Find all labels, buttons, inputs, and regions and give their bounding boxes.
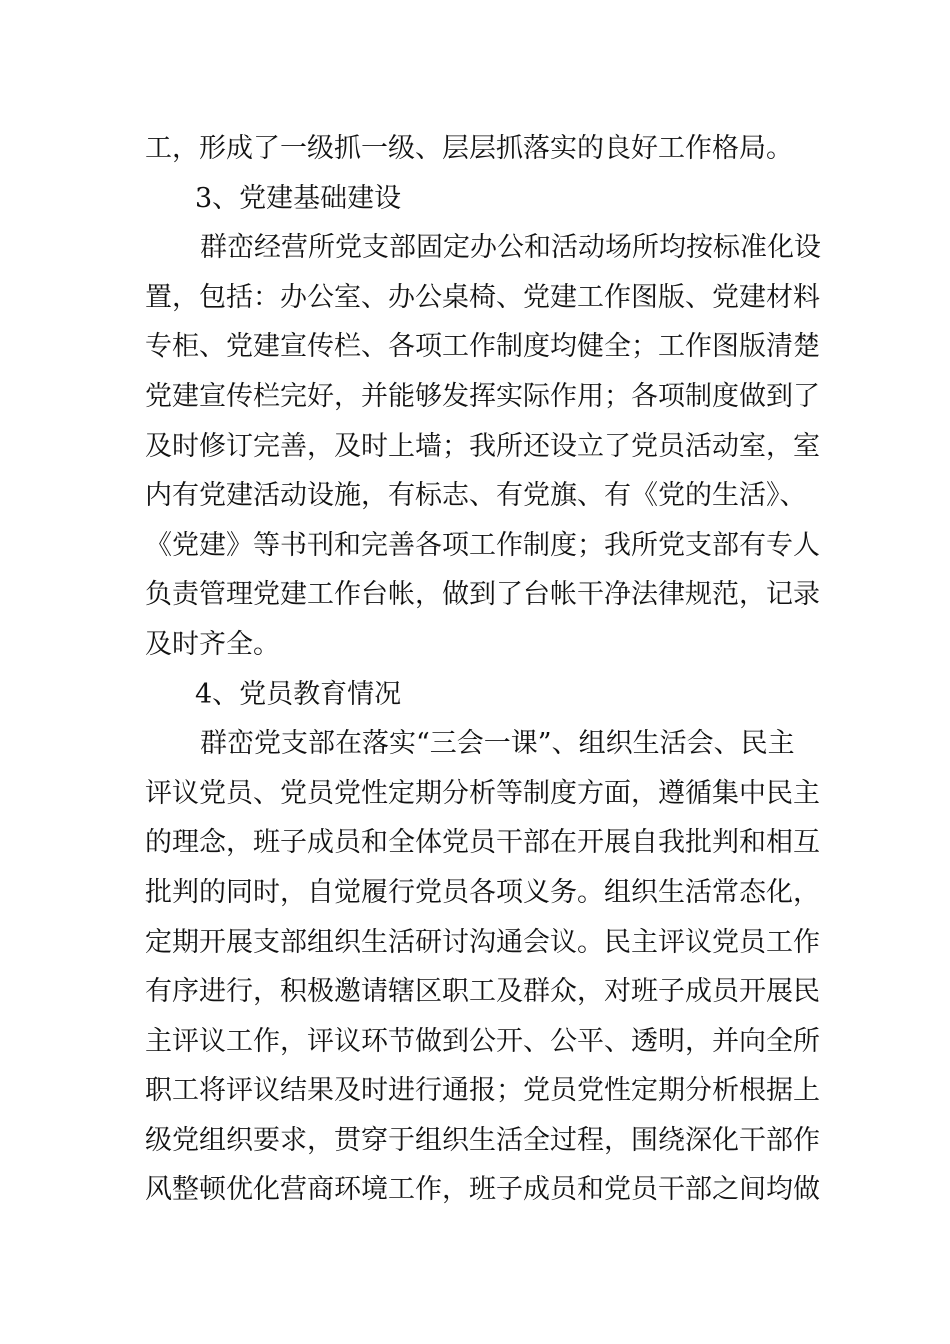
text-line: 职工将评议结果及时进行通报；党员党性定期分析根据上 — [145, 1075, 820, 1107]
text-line: 党建宣传栏完好，并能够发挥实际作用；各项制度做到了 — [145, 380, 820, 412]
text-line: 级党组织要求，贯穿于组织生活全过程，围绕深化干部作 — [145, 1124, 820, 1156]
text-line: 内有党建活动设施，有标志、有党旗、有《党的生活》、 — [145, 480, 807, 512]
text-line: 批判的同时，自觉履行党员各项义务。组织生活常态化， — [145, 876, 820, 908]
text-line: 及时修订完善，及时上墙；我所还设立了党员活动室，室 — [145, 430, 820, 462]
text-line: 有序进行，积极邀请辖区职工及群众，对班子成员开展民 — [145, 976, 820, 1008]
text-line: 置，包括：办公室、办公桌椅、党建工作图版、党建材料 — [145, 281, 820, 313]
text-line: 群峦经营所党支部固定办公和活动场所均按标准化设 — [200, 232, 821, 264]
text-line: 负责管理党建工作台帐，做到了台帐干净法律规范，记录 — [145, 579, 820, 611]
section-heading: 3、党建基础建设 — [195, 182, 402, 214]
text-line: 专柜、党建宣传栏、各项工作制度均健全；工作图版清楚 — [145, 331, 820, 363]
text-line: 《党建》等书刊和完善各项工作制度；我所党支部有专人 — [145, 529, 820, 561]
text-line: 定期开展支部组织生活研讨沟通会议。民主评议党员工作 — [145, 926, 820, 958]
text-line: 的理念，班子成员和全体党员干部在开展自我批判和相互 — [145, 827, 820, 859]
text-line: 及时齐全。 — [145, 628, 280, 660]
text-line: 群峦党支部在落实“三会一课”、组织生活会、民主 — [200, 728, 795, 760]
text-line: 风整顿优化营商环境工作，班子成员和党员干部之间均做 — [145, 1174, 820, 1206]
text-line: 评议党员、党员党性定期分析等制度方面，遵循集中民主 — [145, 777, 820, 809]
section-heading: 4、党员教育情况 — [195, 678, 402, 710]
text-line: 主评议工作，评议环节做到公开、公平、透明，并向全所 — [145, 1025, 820, 1057]
text-line: 工，形成了一级抓一级、层层抓落实的良好工作格局。 — [145, 133, 793, 164]
document-body — [145, 124, 821, 1215]
